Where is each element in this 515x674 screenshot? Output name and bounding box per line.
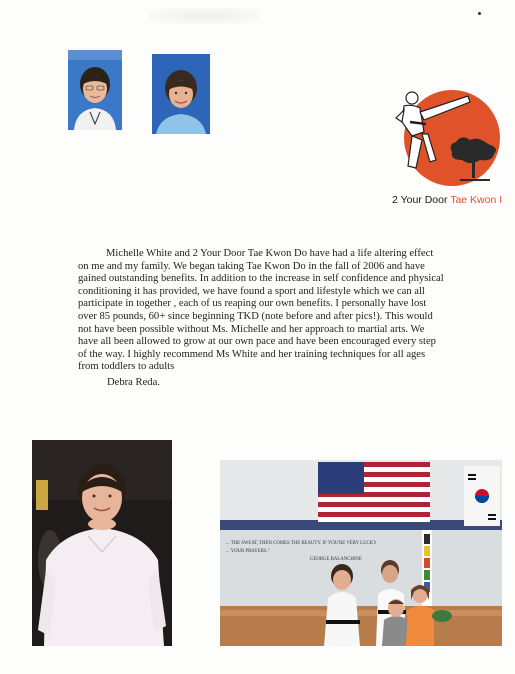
before-photo-large <box>32 440 172 646</box>
logo-wordmark <box>392 194 502 206</box>
scan-smudge <box>150 8 260 24</box>
testimonial-letter: Michelle White and 2 Your Door Tae Kwon Do have had a life altering effect on me and my family. We began taking Tae Kwon Do in the fall of 2006 and have gained outstanding benefits. In addition to the increase in self confidence and physical conditioning it has provided, we have found a sport and lifestyle which we can all participate in together , each of us reaping our own benefits. I personally have lost over 85 pounds, 60+ since beginning TKD (note before and after pics!). This would not have been possible without Ms. Michelle and her approach to martial arts. We have all been allowed to grow at our own pace and have been encouraged every step of the way. I highly recommend Ms White and her training techniques for all ages from toddlers to adults <box>78 248 444 373</box>
wall-quote-author: GEORGE BALANCHINE <box>310 557 362 562</box>
school-logo <box>390 82 510 212</box>
wall-quote-line2: ... YOUR PRAYERS." <box>226 549 270 554</box>
martial-artist-kick-icon <box>390 82 510 194</box>
korean-flag-icon <box>464 466 500 526</box>
dojo-group-photo <box>220 460 502 646</box>
scan-speck <box>478 12 481 15</box>
before-photo-small <box>68 50 122 130</box>
logo-text-prefix: 2 Your Door <box>392 194 448 206</box>
wall-quote-line1: ... THE SWEAT, THEN COMES THE BEAUTY. IF YOU'RE VERY LUCKY <box>226 541 377 546</box>
logo-text-highlight: Tae Kwon I <box>450 194 503 206</box>
signature: Debra Reda. <box>107 377 160 388</box>
after-photo-small <box>152 54 210 134</box>
us-flag-icon <box>318 462 430 522</box>
